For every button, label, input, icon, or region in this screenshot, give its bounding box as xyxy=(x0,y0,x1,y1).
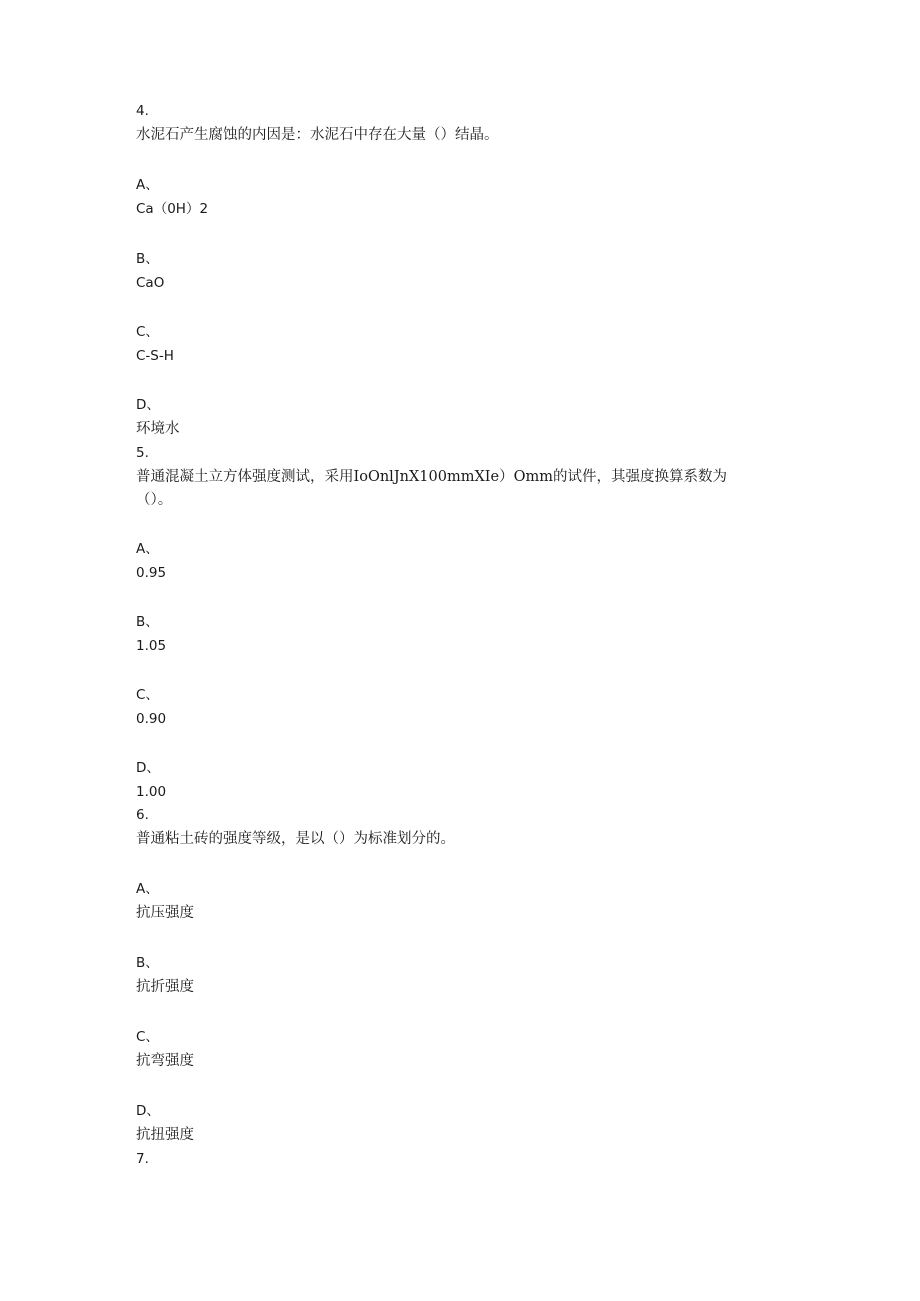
option-letter: B、 xyxy=(136,251,159,267)
question-number: 7. xyxy=(136,1151,149,1167)
option-text: 抗压强度 xyxy=(136,905,194,921)
option-text: 0.95 xyxy=(136,565,167,581)
option-letter: B、 xyxy=(136,955,159,971)
option-text: Ca（0H）2 xyxy=(136,201,209,217)
option-text: 1.00 xyxy=(136,784,167,800)
option-letter: C、 xyxy=(136,1029,159,1045)
question-number: 4. xyxy=(136,103,149,119)
option-text: 环境水 xyxy=(136,421,180,437)
option-letter: D、 xyxy=(136,760,160,776)
option-letter: D、 xyxy=(136,1103,160,1119)
option-text: CaO xyxy=(136,275,165,291)
question-number: 5. xyxy=(136,445,149,461)
option-text: 0.90 xyxy=(136,711,167,727)
option-text: 抗折强度 xyxy=(136,979,194,995)
option-text: 1.05 xyxy=(136,638,167,654)
option-text: C-S-H xyxy=(136,348,174,364)
option-text: 抗扭强度 xyxy=(136,1127,194,1143)
option-letter: C、 xyxy=(136,687,159,703)
option-letter: B、 xyxy=(136,614,159,630)
question-stem: 水泥石产生腐蚀的内因是：水泥石中存在大量（）结晶。 xyxy=(136,127,499,143)
option-letter: D、 xyxy=(136,397,160,413)
option-letter: C、 xyxy=(136,324,159,340)
question-stem: （）。 xyxy=(136,492,173,508)
question-number: 6. xyxy=(136,807,149,823)
option-letter: A、 xyxy=(136,881,159,897)
option-letter: A、 xyxy=(136,541,159,557)
question-stem: 普通粘土砖的强度等级，是以（）为标准划分的。 xyxy=(136,831,455,847)
option-text: 抗弯强度 xyxy=(136,1053,194,1069)
question-stem: 普通混凝土立方体强度测试，采用IoOnlJnX100mmXIe）Omm的试件，其强度换算系数为 xyxy=(136,469,727,485)
option-letter: A、 xyxy=(136,177,159,193)
